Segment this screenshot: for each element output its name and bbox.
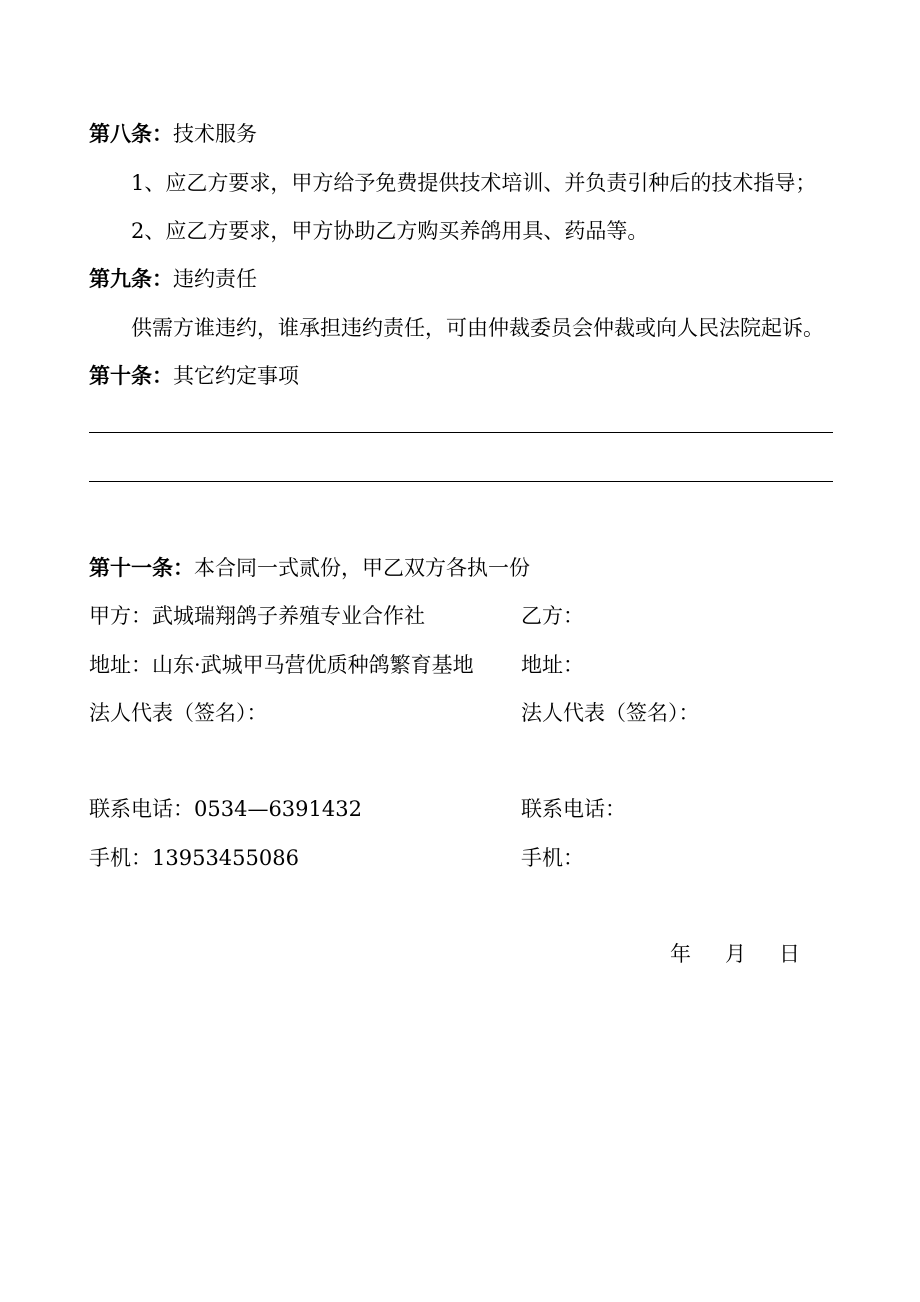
date-year: 年 <box>670 942 691 966</box>
article9-line <box>89 265 257 293</box>
article9-body: 供需方谁违约，谁承担违约责任，可由仲裁委员会仲裁或向人民法院起诉。 <box>131 316 824 340</box>
party-b-address: 地址： <box>521 653 584 677</box>
party-a-name: 甲方：武城瑞翔鸽子养殖专业合作社 <box>89 604 425 628</box>
article11-heading: 第十一条： <box>89 555 194 580</box>
article8-title: 技术服务 <box>173 122 257 146</box>
article11-title: 本合同一式贰份，甲乙双方各执一份 <box>194 556 530 580</box>
party-a-mobile: 手机：13953455086 <box>89 846 299 870</box>
party-b-name: 乙方： <box>521 604 584 628</box>
article10-title: 其它约定事项 <box>173 364 299 388</box>
party-a-legal-rep: 法人代表（签名）： <box>89 701 268 725</box>
party-b-legal-rep: 法人代表（签名）： <box>521 701 700 725</box>
party-a-phone: 联系电话：0534—6391432 <box>89 797 362 821</box>
blank-line-2 <box>89 481 833 482</box>
article10-line <box>89 362 299 390</box>
article9-title: 违约责任 <box>173 267 257 291</box>
party-b-phone: 联系电话： <box>521 797 626 821</box>
date-day: 日 <box>779 942 800 966</box>
article8-item-2: 2、应乙方要求，甲方协助乙方购买养鸽用具、药品等。 <box>131 219 649 243</box>
article8-heading: 第八条： <box>89 121 173 146</box>
party-a-address: 地址：山东·武城甲马营优质种鸽繁育基地 <box>89 653 474 677</box>
article8-item-1: 1、应乙方要求，甲方给予免费提供技术培训、并负责引种后的技术指导； <box>131 171 817 195</box>
party-b-mobile: 手机： <box>521 846 584 870</box>
article8-line <box>89 120 257 148</box>
article9-heading: 第九条： <box>89 266 173 291</box>
blank-line-1 <box>89 432 833 433</box>
date-month: 月 <box>725 942 746 966</box>
article11-line <box>89 554 530 582</box>
article10-heading: 第十条： <box>89 363 173 388</box>
